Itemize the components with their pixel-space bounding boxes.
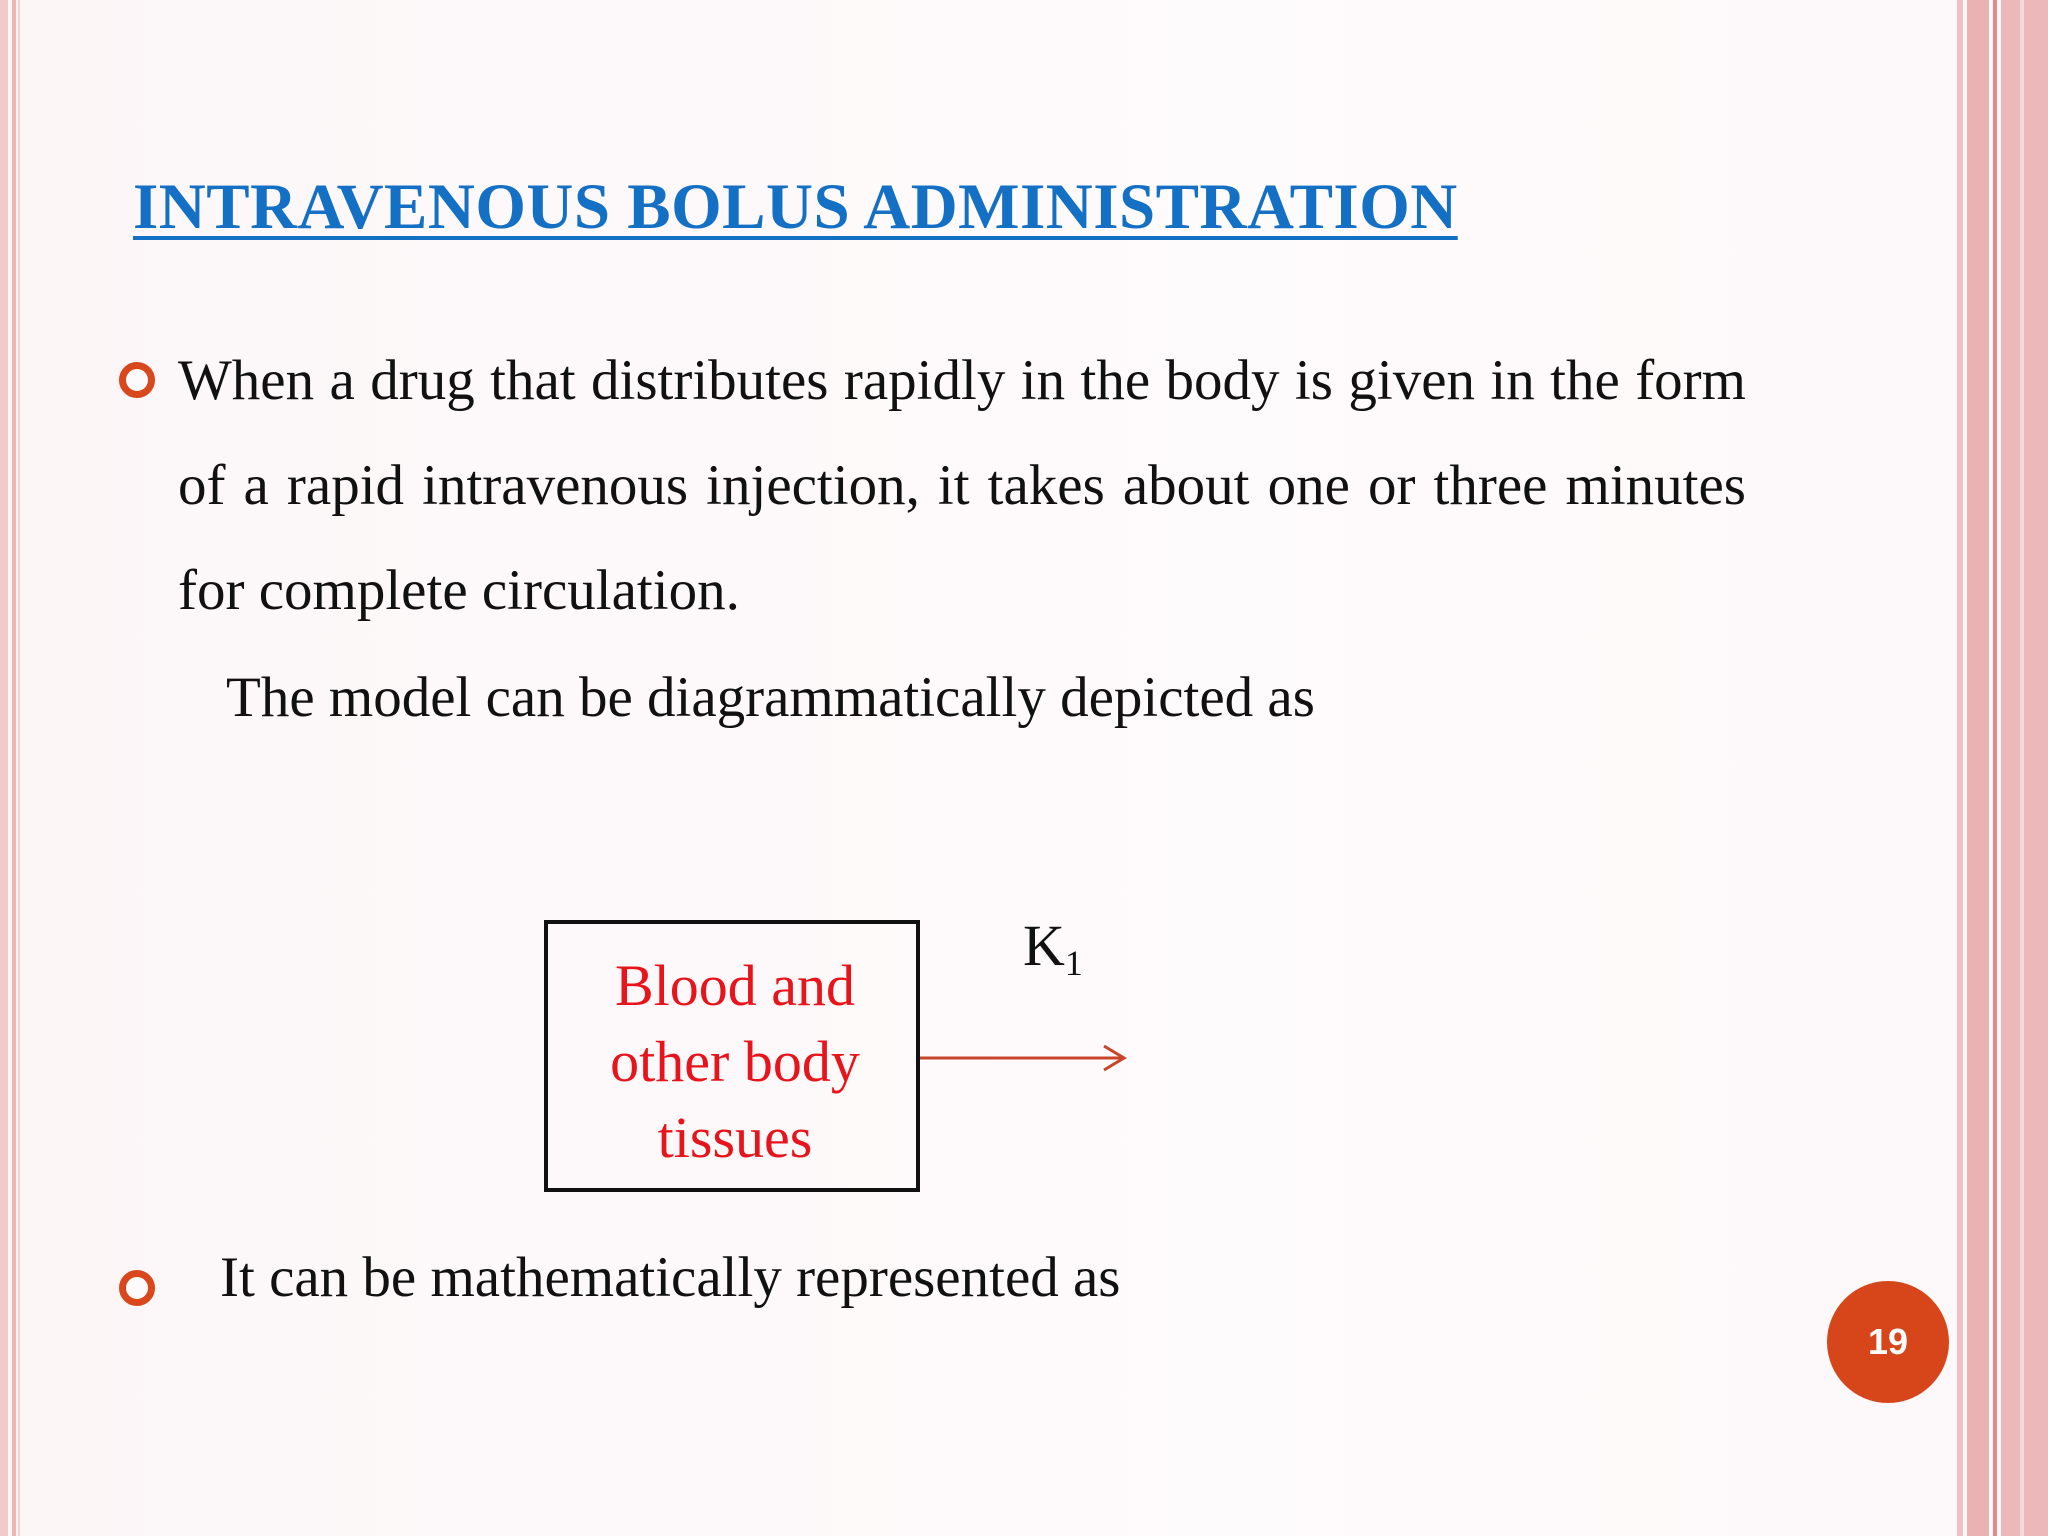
right-border-stripe — [1957, 0, 1963, 1536]
compartment-label-line: other body — [610, 1029, 860, 1094]
model-description: The model can be diagrammatically depicted as — [226, 666, 1315, 729]
bullet-paragraph: When a drug that distributes rapidly in the body is given in the form of a rapid intravenous injection, it takes about one or three minutes for complete circulation. — [178, 349, 1746, 622]
left-border-stripe — [0, 0, 8, 1536]
math-representation-text: It can be mathematically represented as — [220, 1246, 1121, 1309]
right-border-stripe — [2020, 0, 2024, 1536]
left-border-stripe — [18, 0, 20, 1536]
hollow-circle-bullet-icon — [119, 1270, 155, 1306]
page-number: 19 — [1867, 1321, 1909, 1362]
rate-constant-label — [1023, 912, 1083, 984]
compartment-label-line: tissues — [657, 1105, 813, 1170]
right-border-stripe — [2001, 0, 2048, 1536]
right-border-stripe — [1993, 0, 1997, 1536]
compartment-label-line: Blood and — [614, 953, 856, 1018]
compartment-label — [570, 948, 900, 1176]
slide-title: INTRAVENOUS BOLUS ADMINISTRATION — [133, 171, 1458, 243]
rate-constant-subscript: 1 — [1064, 943, 1083, 983]
rate-constant-symbol: K — [1023, 913, 1065, 978]
right-arrow-icon — [920, 1040, 1130, 1076]
page-number-badge — [1827, 1281, 1949, 1403]
hollow-circle-bullet-icon — [119, 362, 155, 398]
right-border-stripe — [1967, 0, 1989, 1536]
left-border-stripe — [12, 0, 16, 1536]
